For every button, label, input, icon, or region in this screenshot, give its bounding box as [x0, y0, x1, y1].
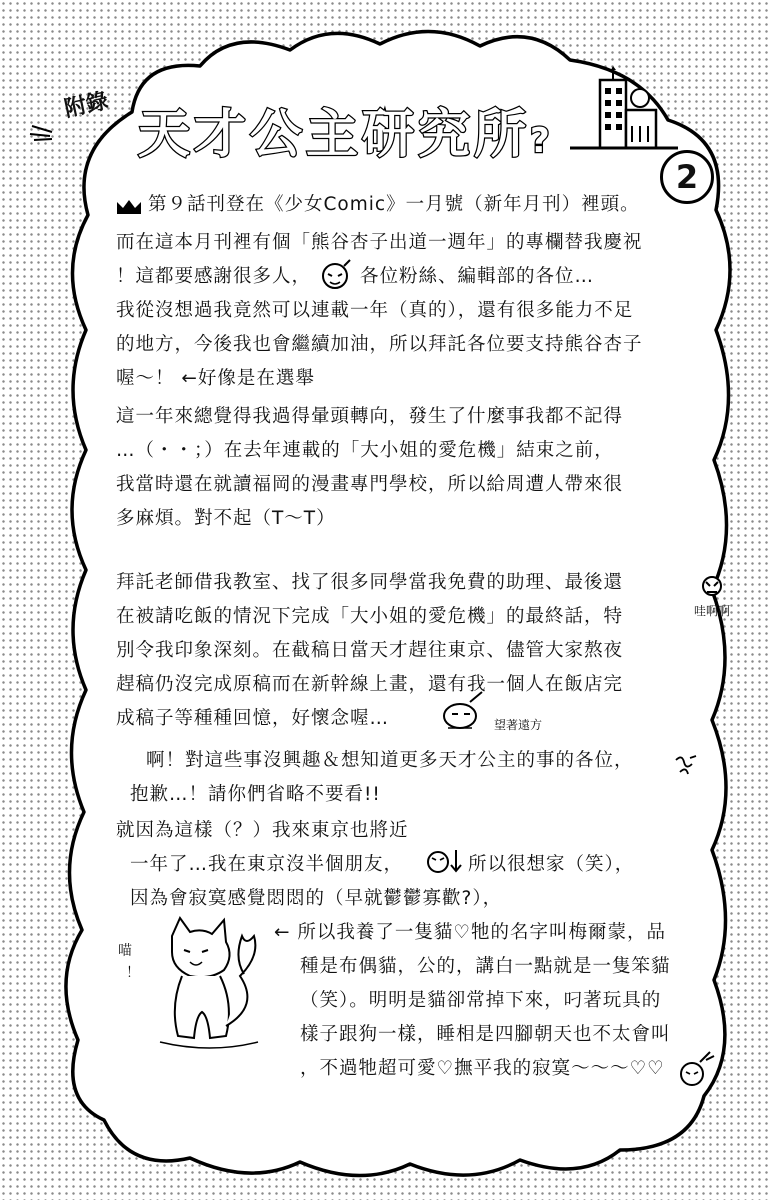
para1-line-3b: 各位粉絲、編輯部的各位…	[360, 266, 595, 287]
title-question-mark: ?	[530, 121, 554, 161]
cat-illustration	[150, 916, 270, 1056]
para5-line-3: 因為會寂寞感覺悶悶的（早就鬱鬱寡歡?），	[130, 888, 503, 909]
para3-line-5: 成稿子等種種回憶，好懷念喔…	[116, 708, 390, 729]
annotation-waaah: 哇啊啊	[694, 604, 731, 618]
para2-line-4: 多麻煩。對不起（T〜T）	[116, 508, 336, 529]
para1-line-5: 的地方，今後我也會繼續加油，所以拜託各位要支持熊谷杏子	[116, 334, 643, 355]
para6-line-1: ← 所以我養了一隻貓♡牠的名字叫梅爾蒙，品	[274, 922, 666, 943]
page-title	[138, 92, 554, 167]
chibi-face-icon	[318, 258, 352, 292]
para2-line-3: 我當時還在就讀福岡的漫畫專門學校，所以給周遭人帶來很	[116, 474, 624, 495]
building-icon	[570, 64, 680, 150]
appendix-label: 附錄	[62, 88, 111, 123]
para3-line-3: 別令我印象深刻。在截稿日當天才趕往東京、儘管大家熬夜	[116, 640, 624, 661]
para1-line-6: 喔～！ ←好像是在選舉	[116, 368, 315, 389]
para3-line-4: 趕稿仍沒完成原稿而在新幹線上畫，還有我一個人在飯店完	[116, 674, 624, 695]
small-chibi-icon	[676, 1050, 716, 1090]
sad-chibi-icon	[424, 846, 464, 876]
para5-line-2a: 一年了…我在東京沒半個朋友，	[130, 854, 404, 875]
crying-face-icon	[700, 572, 724, 600]
speed-lines-icon	[30, 122, 60, 142]
para1-line-3a: ！這都要感謝很多人，	[116, 266, 312, 287]
para2-line-1: 這一年來總覺得我過得暈頭轉向，發生了什麼事我都不記得	[116, 406, 624, 427]
gazing-chibi-icon	[438, 690, 488, 732]
para2-line-2: …（・・；）在去年連載的「大小姐的愛危機」結束之前，	[116, 440, 614, 461]
para6-line-4: 樣子跟狗一樣，睡相是四腳朝天也不太會叫	[300, 1024, 671, 1045]
para4-line-2: 抱歉…！請你們省略不要看!!	[130, 784, 381, 805]
crown-icon	[116, 198, 142, 216]
para3-line-1: 拜託老師借我教室、找了很多同學當我免費的助理、最後還	[116, 572, 624, 593]
para5-line-1: 就因為這樣（？）我來東京也將近	[116, 820, 409, 841]
para1-line-1: 第９話刊登在《少女Comic》一月號（新年月刊）裡頭。	[148, 194, 640, 215]
para5-line-2b: 所以很想家（笑），	[468, 854, 635, 875]
page-title-text: 天才公主研究所	[138, 105, 531, 165]
page-number-badge: 2	[660, 150, 714, 204]
para6-line-2: 種是布偶貓，公的，講白一點就是一隻笨貓	[300, 956, 671, 977]
annotation-gazing: 望著遠方	[494, 718, 543, 732]
annotation-meow: 喵	[118, 943, 132, 959]
para6-line-5: ，不過牠超可愛♡撫平我的寂寞〜〜〜♡♡	[300, 1058, 665, 1079]
para4-line-1: 啊！對這些事沒興趣＆想知道更多天才公主的事的各位，	[146, 750, 634, 771]
para6-line-3: （笑）。明明是貓卻常掉下來，叼著玩具的	[300, 990, 662, 1011]
squiggle-icon	[674, 754, 698, 778]
para1-line-2: 而在這本月刊裡有個「熊谷杏子出道一週年」的專欄替我慶祝	[116, 232, 643, 253]
para3-line-2: 在被請吃飯的情況下完成「大小姐的愛危機」的最終話，特	[116, 606, 624, 627]
para1-line-4: 我從沒想過我竟然可以連載一年（真的），還有很多能力不足	[116, 300, 634, 321]
annotation-meow-mark: ！	[126, 965, 140, 981]
